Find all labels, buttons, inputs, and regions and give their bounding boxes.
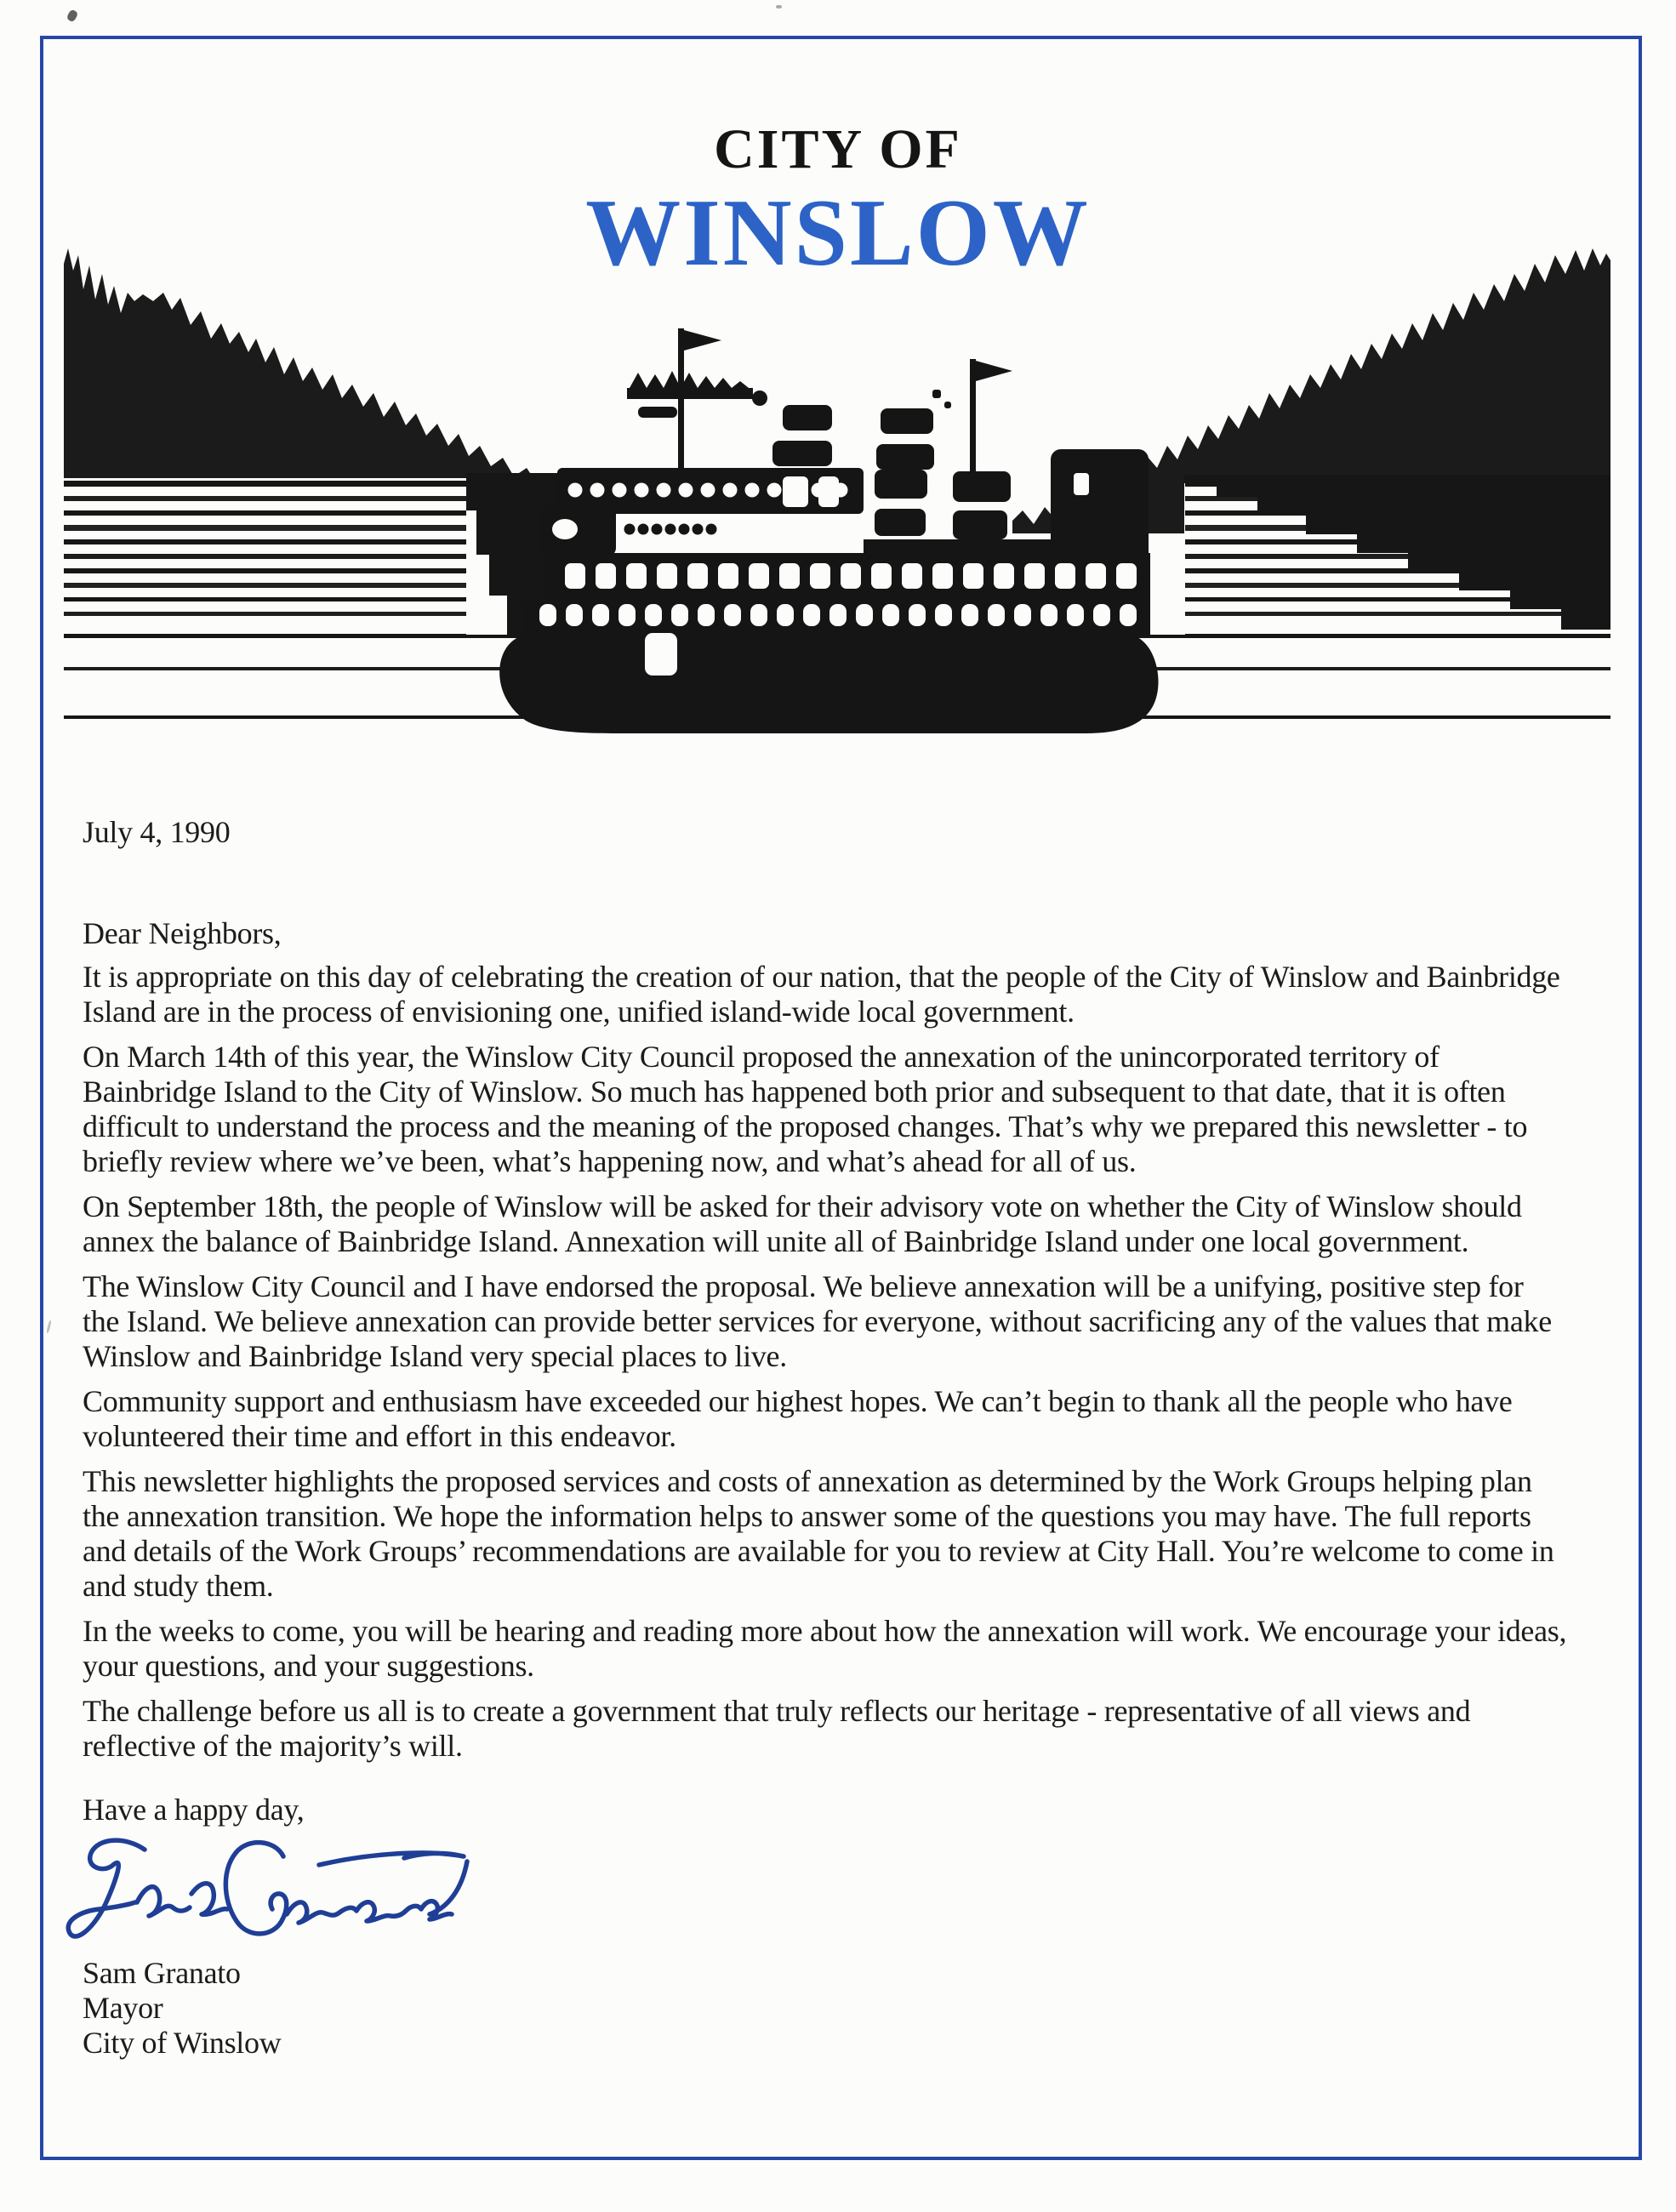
letter-paragraph: In the weeks to come, you will be hearing and reading more about how the annexation will work. We encourage your ideas, your questions, and your suggestions. [83,1614,1567,1683]
signer-org: City of Winslow [83,2026,282,2060]
letter-paragraph: On September 18th, the people of Winslow will be asked for their advisory vote on whether the City of Winslow should annex the balance of Bainbridge Island. Annexation will unite all of Bainbridge Island under one local government. [83,1189,1522,1258]
signature-stroke [191,1884,227,1915]
ferry-hull [499,630,1158,733]
signature-stroke [287,1901,452,1923]
signature-stroke [225,1843,286,1934]
letter-paragraph: The challenge before us all is to create a government that truly reflects our heritage - representative of all views and reflective of the majority’s will. [83,1694,1471,1763]
letter-paragraph: On March 14th of this year, the Winslow City Council proposed the annexation of the unincorporated territory of Bainbridge Island to the City of Winslow. So much has happened both prior and subsequent to that date, that it is often difficult to understand the process and the meaning of the proposed changes. That’s why we prepared this newsletter - to briefly review where we’ve been, what’s happening now, and what’s ahead for all of us. [83,1040,1528,1178]
signer-name: Sam Granato [83,1956,241,1990]
signature-stroke [68,1840,145,1936]
ferry-pilot-house [541,505,616,556]
scan-speck [46,1320,52,1333]
signature-ink [64,1833,506,1956]
signer-title: Mayor [83,1991,163,2025]
letterhead-pretitle: CITY OF [714,118,962,180]
ferry-window-row-upper [544,553,1150,601]
letter-paragraph: Community support and enthusiasm have exceeded our highest hopes. We can’t begin to thank all the people who have volunteered their time and effort in this endeavor. [83,1384,1513,1453]
letter-paragraph: It is appropriate on this day of celebrating the creation of our nation, that the people of the City of Winslow and Bainbridge Island are in the process of envisioning one, unified island-wide local government. [83,960,1560,1029]
letter-date: July 4, 1990 [83,815,231,849]
signature-stroke [319,1853,464,1865]
letter-content [83,815,1567,2061]
letterhead-title: WINSLOW [585,180,1091,286]
signature-stroke [137,1887,190,1916]
letter-paragraphs [83,960,1567,1764]
letterhead-illustration [0,0,1676,766]
letter-paragraph: This newsletter highlights the proposed services and costs of annexation as determined by the Work Groups helping plan the annexation transition. We hope the information helps to answer some of the questions you may have. The full reports and details of the Work Groups’ recommendations are available for you to review at City Hall. You’re welcome to come in and study them. [83,1464,1554,1603]
letter-salutation: Dear Neighbors, [83,916,282,950]
letter-paragraph: The Winslow City Council and I have endorsed the proposal. We believe annexation will be a unifying, positive step for the Island. We believe annexation can provide better services for everyone, without sacrificing any of the values that make Winslow and Bainbridge Island very special places to live. [83,1269,1552,1373]
letter-closing: Have a happy day, [83,1793,305,1827]
